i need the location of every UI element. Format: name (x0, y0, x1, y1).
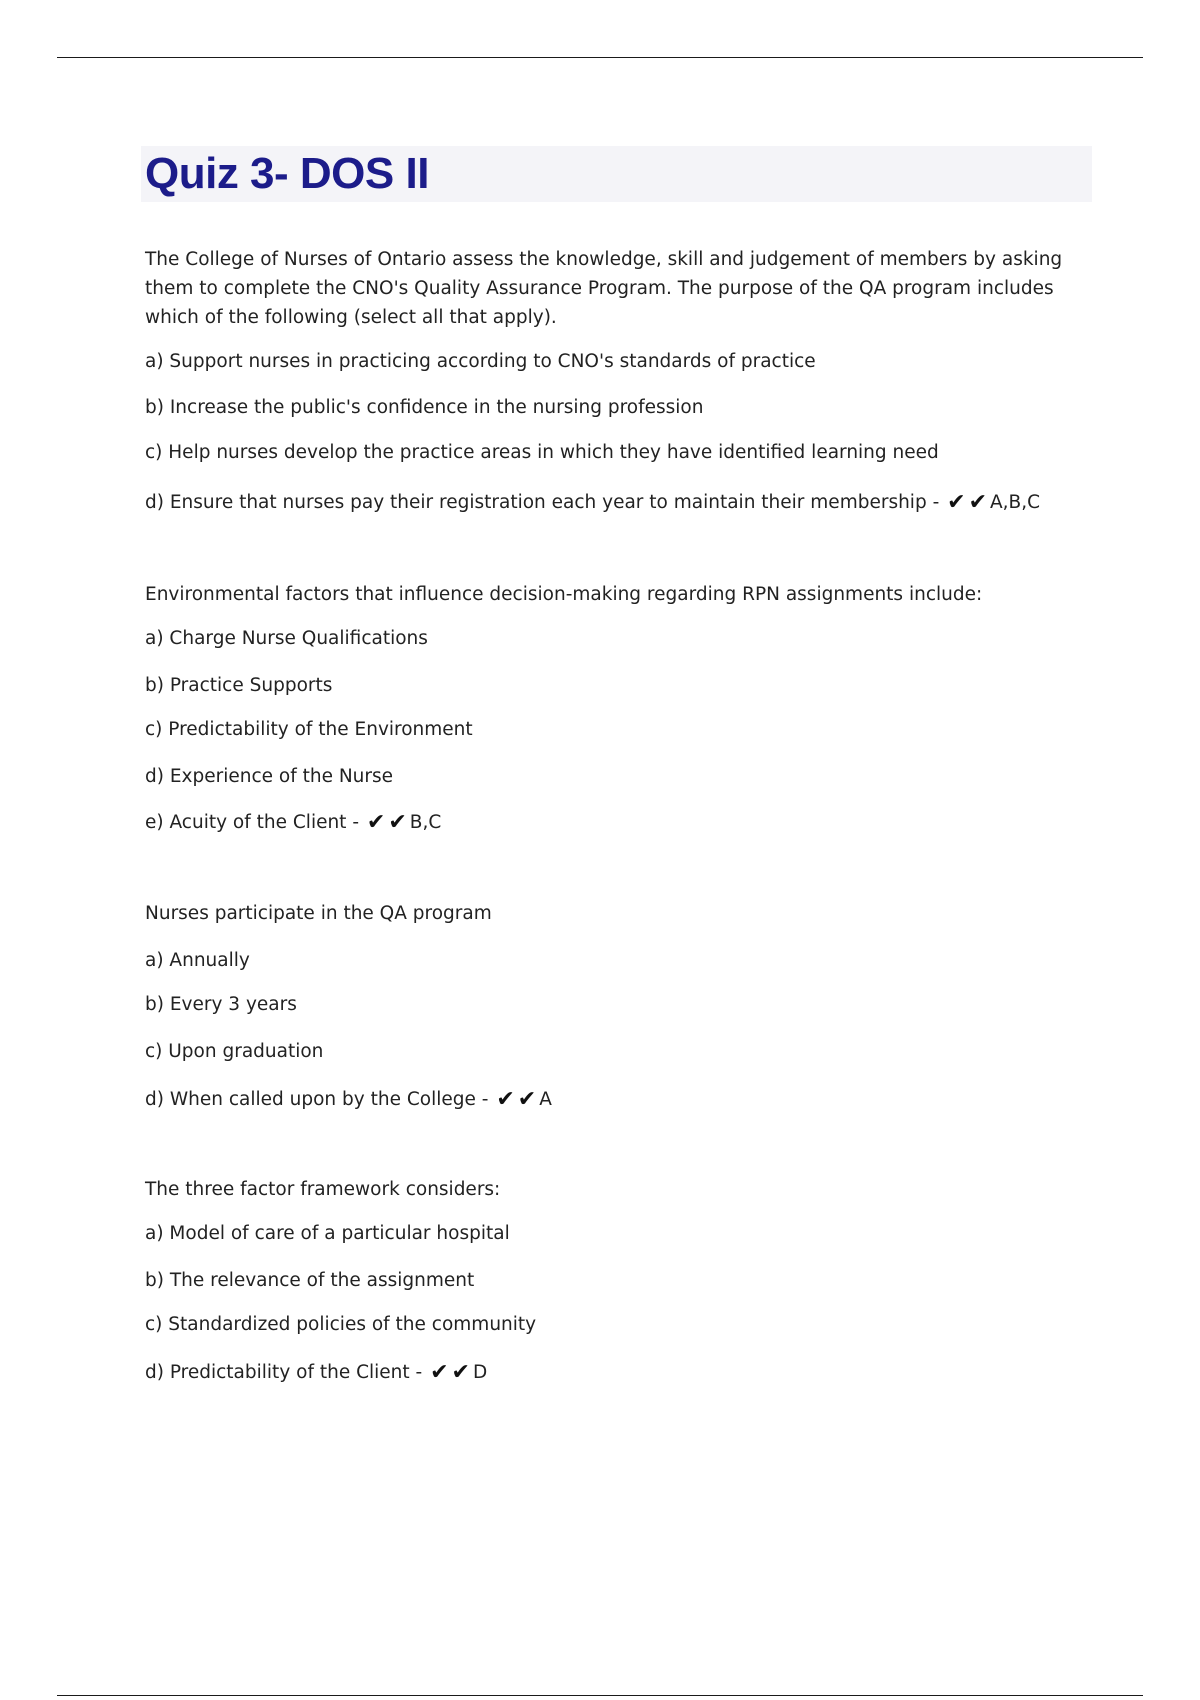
question-stem: The three factor framework considers: (145, 1179, 501, 1200)
question-stem: Nurses participate in the QA program (145, 903, 492, 924)
answer-key: D (472, 1362, 488, 1383)
checkmark-icon: ✔ (366, 810, 386, 835)
answer-option: e) Acuity of the Client - (145, 812, 359, 833)
answer-option: c) Predictability of the Environment (145, 719, 473, 740)
question-stem: The College of Nurses of Ontario assess the knowledge, skill and judgement of members by asking them to complete the CNO's Quality Assurance Program. The purpose of the QA program includes which of the following (select all that apply). (145, 249, 1063, 328)
checkmark-icon: ✔ (496, 1087, 515, 1112)
answer-option: c) Upon graduation (145, 1041, 324, 1062)
answer-option: b) Every 3 years (145, 994, 297, 1015)
checkmark-icon: ✔ (517, 1087, 537, 1112)
answer-option: d) When called upon by the College - (145, 1089, 489, 1110)
answer-option: a) Model of care of a particular hospital (145, 1223, 510, 1244)
answer-key: B,C (409, 812, 442, 833)
checkmark-icon: ✔ (388, 810, 407, 835)
answer-option: d) Ensure that nurses pay their registration each year to maintain their membership - (145, 492, 940, 513)
checkmark-icon: ✔ (451, 1360, 470, 1385)
checkmark-icon: ✔ (947, 490, 966, 515)
page-title: Quiz 3- DOS II (145, 149, 429, 198)
answer-option: b) The relevance of the assignment (145, 1270, 475, 1291)
answer-option: c) Help nurses develop the practice areas in which they have identified learning need (145, 442, 939, 463)
answer-option: d) Predictability of the Client - (145, 1362, 423, 1383)
answer-option: b) Practice Supports (145, 675, 333, 696)
answer-option: a) Support nurses in practicing according to CNO's standards of practice (145, 351, 816, 372)
title-band (141, 146, 1092, 202)
answer-option-with-key (145, 491, 1040, 515)
answer-option: b) Increase the public's confidence in the nursing profession (145, 397, 704, 418)
checkmark-icon: ✔ (430, 1360, 449, 1385)
top-rule (57, 57, 1143, 58)
answer-option-with-key (145, 811, 441, 835)
answer-option: a) Annually (145, 950, 250, 971)
answer-key: A,B,C (990, 492, 1041, 513)
answer-option-with-key (145, 1088, 552, 1112)
bottom-rule (57, 1695, 1143, 1696)
answer-key: A (539, 1089, 552, 1110)
answer-option: d) Experience of the Nurse (145, 766, 394, 787)
question-stem: Environmental factors that influence decision-making regarding RPN assignments include: (145, 584, 983, 605)
answer-option: c) Standardized policies of the community (145, 1314, 537, 1335)
answer-option-with-key (145, 1361, 487, 1385)
checkmark-icon: ✔ (968, 490, 988, 515)
answer-option: a) Charge Nurse Qualifications (145, 628, 428, 649)
